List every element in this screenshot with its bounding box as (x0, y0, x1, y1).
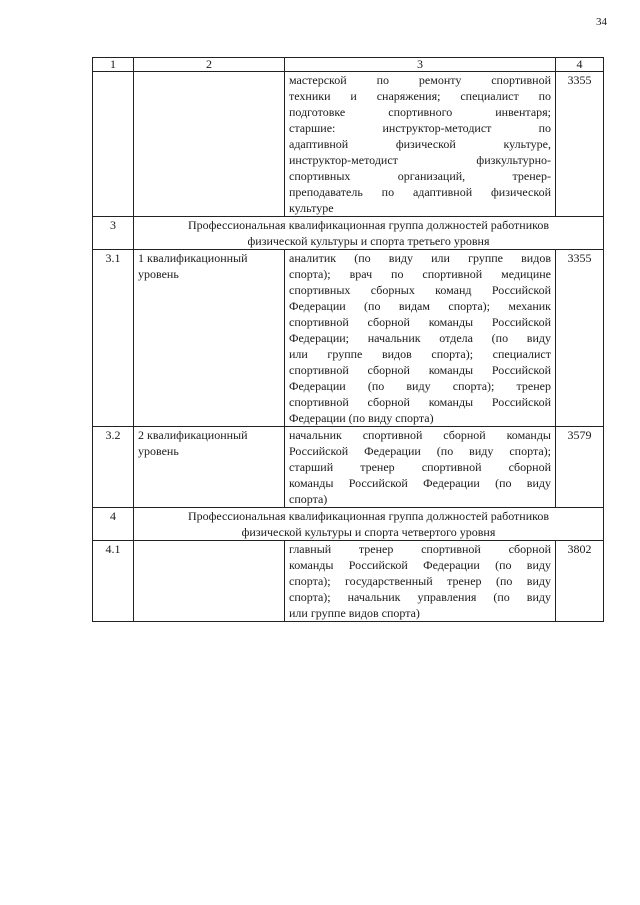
qualification-level-line: уровень (138, 267, 179, 281)
positions-description (285, 72, 556, 217)
positions-description-line: техники и снаряжения; специалист по (289, 89, 551, 103)
positions-description-line: Российской Федерации (по виду спорта); (289, 444, 551, 458)
positions-description-line: Федерации (по виду спорта) (289, 411, 434, 425)
positions-description (285, 541, 556, 622)
positions-description-line: аналитик (по виду или группе видов (289, 251, 551, 265)
qualification-level-line: 1 квалификационный (138, 251, 248, 265)
table-row (93, 541, 604, 622)
positions-description-line: или группе видов спорта) (289, 606, 420, 620)
qualification-level (134, 541, 285, 622)
positions-description-line: Федерации (по виду спорта); тренер (289, 379, 551, 393)
row-number: 3.1 (93, 250, 134, 427)
positions-description-line: Федерации; начальник отдела (по виду (289, 331, 551, 345)
qualification-level (134, 250, 285, 427)
header-cell-3: 3 (285, 58, 556, 72)
positions-description-line: спорта); начальник управления (по виду (289, 590, 551, 604)
positions-description-line: или группе видов спорта); специалист (289, 347, 551, 361)
positions-description-line: начальник спортивной сборной команды (289, 428, 551, 442)
row-number: 3.2 (93, 427, 134, 508)
qualification-level (134, 427, 285, 508)
salary-amount: 3355 (556, 72, 604, 217)
positions-description-line: Федерации (по видам спорта); механик (289, 299, 551, 313)
positions-description-line: спортивной сборной команды Российской (289, 315, 551, 329)
positions-description-line: спорта); врач по спортивной медицине (289, 267, 551, 281)
positions-description-line: спорта) (289, 492, 328, 506)
positions-description-line: инструктор-методист физкультурно- (289, 153, 551, 167)
positions-description-line: спортивных организаций, тренер- (289, 169, 551, 183)
table-row (93, 427, 604, 508)
row-number: 4.1 (93, 541, 134, 622)
positions-description-line: культуре (289, 201, 334, 215)
group-number: 4 (93, 508, 134, 541)
positions-description-line: подготовке спортивного инвентаря; (289, 105, 551, 119)
group-row (93, 508, 604, 541)
positions-description-line: спортивной сборной команды Российской (289, 395, 551, 409)
positions-description (285, 427, 556, 508)
row-number (93, 72, 134, 217)
page-number: 34 (596, 16, 607, 28)
group-title-line: Профессиональная квалификационная группа должностей работников (187, 509, 550, 523)
group-title-line: Профессиональная квалификационная группа должностей работников (187, 218, 550, 232)
table-row (93, 250, 604, 427)
positions-description-line: мастерской по ремонту спортивной (289, 73, 551, 87)
positions-description-line: преподаватель по адаптивной физической (289, 185, 551, 199)
qualification-level-line: 2 квалификационный (138, 428, 248, 442)
positions-description-line: спортивной сборной команды Российской (289, 363, 551, 377)
salary-amount: 3802 (556, 541, 604, 622)
group-title-line: физической культуры и спорта четвертого уровня (241, 525, 496, 539)
group-title-line: физической культуры и спорта третьего уровня (247, 234, 490, 248)
positions-description-line: спорта); государственный тренер (по виду (289, 574, 551, 588)
positions-description-line: старшие: инструктор-методист по (289, 121, 551, 135)
positions-description-line: команды Российской Федерации (по виду (289, 558, 551, 572)
qualification-level-line: уровень (138, 444, 179, 458)
positions-description-line: старший тренер спортивной сборной (289, 460, 551, 474)
group-number: 3 (93, 217, 134, 250)
group-title (134, 217, 604, 250)
salary-amount: 3355 (556, 250, 604, 427)
header-cell-1: 1 (93, 58, 134, 72)
salary-amount: 3579 (556, 427, 604, 508)
header-cell-4: 4 (556, 58, 604, 72)
positions-description-line: команды Российской Федерации (по виду (289, 476, 551, 490)
group-title (134, 508, 604, 541)
positions-description-line: спортивных сборных команд Российской (289, 283, 551, 297)
positions-description-line: главный тренер спортивной сборной (289, 542, 551, 556)
group-row (93, 217, 604, 250)
positions-description-line: адаптивной физической культуре, (289, 137, 551, 151)
header-cell-2: 2 (134, 58, 285, 72)
table-header-row (93, 58, 604, 72)
qualification-level (134, 72, 285, 217)
salary-table (92, 57, 604, 622)
positions-description (285, 250, 556, 427)
table-row (93, 72, 604, 217)
